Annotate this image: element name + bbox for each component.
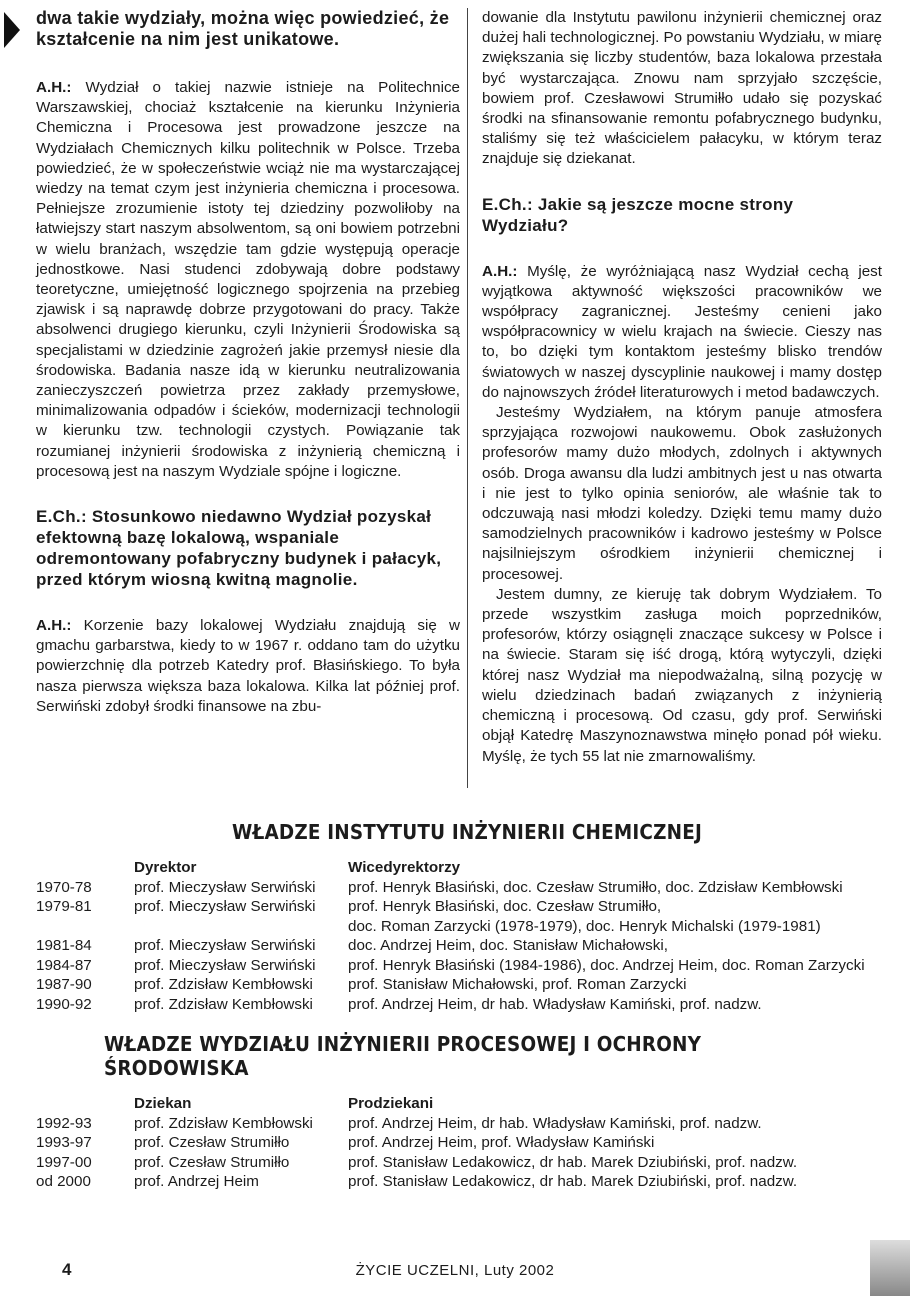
table-row [36, 917, 896, 937]
right-column [482, 8, 882, 767]
deputies-cell: prof. Henryk Błasiński, doc. Czesław Strumiłło, doc. Zdzisław Kembłowski [348, 878, 843, 896]
period-cell: 1992-93 [36, 1114, 92, 1132]
intro-marker-triangle [4, 12, 20, 48]
deputies-cell: prof. Henryk Błasiński, doc. Czesław Strumiłło, [348, 898, 662, 915]
period-cell: od 2000 [36, 1173, 91, 1190]
question-3: E.Ch.: Jakie są jeszcze mocne strony Wydziału? [482, 194, 794, 235]
answer-2-text: Korzenie bazy lokalowej Wydziału znajdują się w gmachu garbarstwa, kiedy to w 1967 r. oddano tam do użytku powierzchnię dla potrzeb Katedry prof. Błasińskiego. To była nasza pierwsza większa baza lokalowa. Kilka lat później prof. Serwiński zdobył środki finansowe na zbu- [36, 617, 460, 715]
table-row [36, 897, 896, 917]
table-2-header-vice-deans: Prodziekani [348, 1095, 434, 1112]
deputies-cell: prof. Andrzej Heim, dr hab. Władysław Kamiński, prof. nadzw. [348, 1114, 762, 1132]
table-2-header [36, 1094, 896, 1114]
table-1-header-director: Dyrektor [134, 859, 197, 876]
authorities-tables [36, 820, 896, 1192]
table-row [36, 936, 896, 956]
period-cell: 1979-81 [36, 898, 92, 915]
table-1-title-wrap [36, 820, 896, 844]
deputies-cell: prof. Stanisław Ledakowicz, dr hab. Marek Dziubiński, prof. nadzw. [348, 1153, 798, 1171]
table-row [36, 878, 896, 898]
table-1 [36, 858, 896, 1014]
page-number: 4 [62, 1260, 72, 1279]
deputies-cell: prof. Andrzej Heim, prof. Władysław Kamiński [348, 1134, 655, 1151]
period-cell: 1984-87 [36, 956, 92, 974]
head-cell: prof. Zdzisław Kembłowski [134, 995, 313, 1013]
table-row [36, 995, 896, 1015]
left-column [36, 8, 460, 717]
table-2 [36, 1094, 896, 1192]
table-2-title: WŁADZE WYDZIAŁU INŻYNIERII PROCESOWEJ I OCHRONY ŚRODOWISKA [104, 1032, 702, 1080]
period-cell: 1981-84 [36, 937, 92, 954]
period-cell: 1993-97 [36, 1134, 92, 1151]
journal-name: ŻYCIE UCZELNI, Luty 2002 [355, 1262, 555, 1279]
head-cell: prof. Mieczysław Serwiński [134, 878, 316, 896]
head-cell: prof. Mieczysław Serwiński [134, 898, 316, 915]
period-cell: 1990-92 [36, 995, 92, 1013]
table-1-title: WŁADZE INSTYTUTU INŻYNIERII CHEMICZNEJ [232, 820, 702, 844]
head-cell: prof. Zdzisław Kembłowski [134, 1114, 313, 1132]
table-row [36, 1133, 896, 1153]
answer-2-label: A.H.: [36, 617, 72, 635]
answer-2 [36, 616, 460, 717]
table-row [36, 1172, 896, 1192]
answer-3-label: A.H.: [482, 262, 518, 280]
table-row [36, 1114, 896, 1134]
deputies-cell: prof. Stanisław Ledakowicz, dr hab. Marek Dziubiński, prof. nadzw. [348, 1173, 798, 1190]
answer-2-continued: dowanie dla Instytutu pawilonu inżynierii chemicznej oraz dużej hali technologicznej. Po powstaniu Wydziału, w miarę zwiększania się liczby studentów, baza lokalowa przestała być wystarczająca. Znowu nam sprzyjało szczęście, bowiem prof. Czesławowi Strumiłło udało się pozyskać środki na sfinansowanie remontu pofabrycznego budynku, staliśmy się też właścicielem pałacyku, w którym teraz znajduje się dziekanat. [482, 9, 883, 168]
deputies-cell: doc. Roman Zarzycki (1978-1979), doc. Henryk Michalski (1979-1981) [348, 917, 821, 935]
table-row [36, 1153, 896, 1173]
answer-3-text: Myślę, że wyróżniającą nasz Wydział cechą jest wyjątkowa aktywność większości pracowników we współpracy zagranicznej. Jesteśmy cenieni jako współpracownicy w wielu krajach na świecie. Cieszy nas to, bo dzięki tym kontaktom jesteśmy blisko trendów światowych w naszej dyscyplinie naukowej i mamy dostęp do najnowszych źródeł literaturowych i metod badawczych. [482, 262, 882, 401]
table-2-title-wrap [36, 1032, 896, 1080]
paragraph-5: Jestem dumny, ze kieruję tak dobrym Wydziałem. To przede wszystkim zasługa moich poprzedników, profesorów, którzy osiągnęli znaczące sukcesy w Polsce i na świecie. Staram się iść drogą, którą wytyczyli, dzięki której nasz Wydział ma niepodważalną, silną pozycję w wielu dziedzinach badań związanych z inżynierią chemiczną i procesową. Od czasu, gdy prof. Serwiński objął Katedrę Maszynoznawstwa minęło ponad pół wieku. Myślę, że tych 55 lat nie zmarnowaliśmy. [482, 585, 882, 765]
scan-edge-shadow [870, 1240, 910, 1296]
deputies-cell: prof. Henryk Błasiński (1984-1986), doc. Andrzej Heim, doc. Roman Zarzycki [348, 956, 865, 974]
head-cell: prof. Czesław Strumiłło [134, 1153, 290, 1171]
deputies-cell: doc. Andrzej Heim, doc. Stanisław Michałowski, [348, 937, 668, 954]
table-1-header [36, 858, 896, 878]
answer-1-text: Wydział o takiej nazwie istnieje na Politechnice Warszawskiej, chociaż kształcenie na kierunku Inżynieria Chemiczna i Procesowa jest prowadzone jeszcze na Wydziałach Chemicznych kilku politechnik w Polsce. Trzeba powiedzieć, że w społeczeństwie wciąż nie ma wystarczającej wiedzy na temat czym jest inżynieria chemiczna i procesowa. Pełniejsze zrozumienie istoty tej dziedziny pozwoliłoby na łatwiejszy start naszym absolwentom, są oni bowiem potrzebni w wielu branżach, wszędzie tam gdzie występują operacje jednostkowe. Nasi studenci zdobywają dobre podstawy teoretyczne, umiejętność logicznego spojrzenia na przebieg zjawisk i są naprawdę dobrze przygotowani do pracy. Także absolwenci drugiego kierunku, czyli Inżynierii Środowiska są specjalistami w dziedzinie zagrożeń jakie przemysł niesie dla środowiska. Badania nasze idą w kierunku neutralizowania zanieczyszczeń powietrza przez zakłady przemysłowe, minimalizowania odpadów i ścieków, modernizacji technologii w kierunku tzw. technologii czystych. Powiązanie tak rozumianej inżynierii środowiska z inżynierią chemiczną i procesową jest na naszym Wydziale spójne i logiczne. [36, 79, 460, 480]
answer-3 [482, 262, 882, 403]
head-cell: prof. Mieczysław Serwiński [134, 937, 316, 954]
head-cell: prof. Czesław Strumiłło [134, 1134, 290, 1151]
period-cell: 1987-90 [36, 976, 92, 993]
period-cell: 1970-78 [36, 878, 92, 896]
table-row [36, 956, 896, 976]
head-cell: prof. Andrzej Heim [134, 1173, 259, 1190]
deputies-cell: prof. Andrzej Heim, dr hab. Władysław Kamiński, prof. nadzw. [348, 995, 762, 1013]
answer-1 [36, 78, 460, 482]
table-2-header-dean: Dziekan [134, 1095, 192, 1112]
intro-question: dwa takie wydziały, można więc powiedzieć, że kształcenie na nim jest unikatowe. [36, 8, 450, 49]
period-cell: 1997-00 [36, 1153, 92, 1171]
head-cell: prof. Zdzisław Kembłowski [134, 976, 313, 993]
deputies-cell: prof. Stanisław Michałowski, prof. Roman Zarzycki [348, 976, 687, 993]
paragraph-4: Jesteśmy Wydziałem, na którym panuje atmosfera sprzyjająca rozwojowi naukowemu. Obok zasłużonych profesorów mamy dużo młodych, zdolnych i aktywnych osób. Droga awansu dla ludzi ambitnych jest u nas otwarta i nie jest to tylko opinia seniorów, ale właśnie tak to odczuwają nasi młodzi koledzy. Dzięki temu mamy dużo samodzielnych pracowników i kadrowo jesteśmy w Polsce najsilniejszym ośrodkiem inżynierii chemicznej i procesowej. [482, 404, 882, 583]
table-row [36, 975, 896, 995]
question-2: E.Ch.: Stosunkowo niedawno Wydział pozyskał efektowną bazę lokalową, wspaniale odremontowany pofabryczny budynek i pałacyk, przed którym wiosną kwitną magnolie. [36, 507, 442, 590]
answer-1-label: A.H.: [36, 79, 72, 96]
table-1-header-deputies: Wicedyrektorzy [348, 859, 461, 876]
column-divider [467, 8, 468, 788]
head-cell: prof. Mieczysław Serwiński [134, 956, 316, 974]
